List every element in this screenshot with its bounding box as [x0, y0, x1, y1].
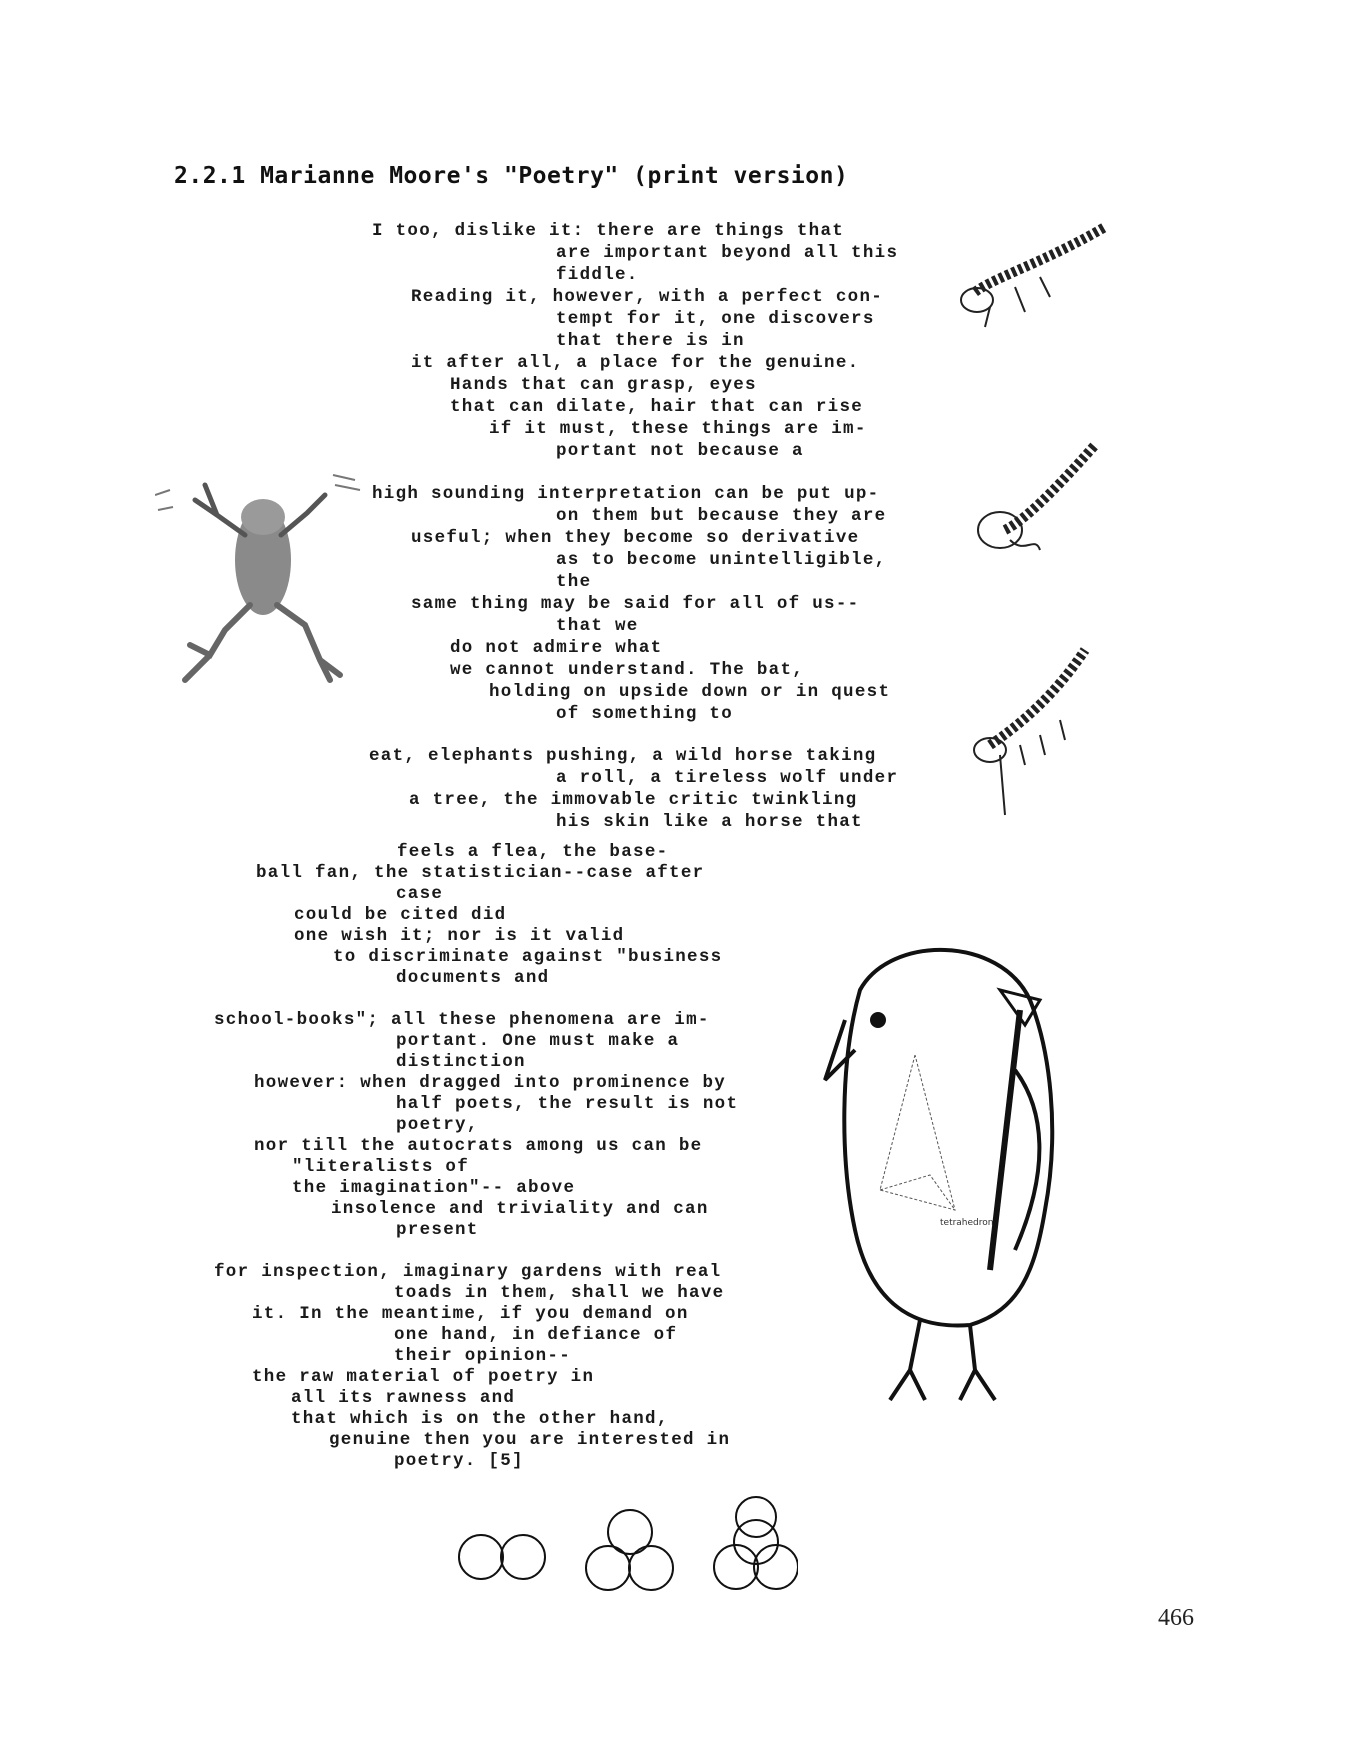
poem-line: the imagination"-- above [292, 1178, 576, 1198]
poem-line: case [396, 884, 444, 904]
poem-line: genuine then you are interested in [329, 1430, 731, 1450]
poem-line: half poets, the result is not [396, 1094, 739, 1114]
larva-illustration [955, 222, 1120, 332]
poem-line: it. In the meantime, if you demand on [252, 1304, 689, 1324]
poem-line: a tree, the immovable critic twinkling [409, 790, 858, 810]
poem-line: we cannot understand. The bat, [450, 660, 805, 680]
poem-line: that which is on the other hand, [291, 1409, 669, 1429]
poem-line: that can dilate, hair that can rise [450, 397, 864, 417]
poem-line: of something to [556, 704, 734, 724]
poem-line: are important beyond all this [556, 243, 899, 263]
poem-line: high sounding interpretation can be put up- [372, 484, 880, 504]
poem-line: one hand, in defiance of [394, 1325, 678, 1345]
poem-line: nor till the autocrats among us can be [254, 1136, 703, 1156]
poem-line: insolence and triviality and can [331, 1199, 709, 1219]
poem-line: it after all, a place for the genuine. [411, 353, 860, 373]
poem-line: a roll, a tireless wolf under [556, 768, 899, 788]
poem-line: tempt for it, one discovers [556, 309, 875, 329]
poem-line: distinction [396, 1052, 526, 1072]
poem-line: same thing may be said for all of us-- [411, 594, 860, 614]
poem-line: portant not because a [556, 441, 804, 461]
poem-line: the raw material of poetry in [252, 1367, 595, 1387]
poem-line: do not admire what [450, 638, 663, 658]
section-heading: 2.2.1 Marianne Moore's "Poetry" (print version) [174, 163, 849, 189]
poem-line: their opinion-- [394, 1346, 572, 1366]
poem-line: could be cited did [294, 905, 507, 925]
poem-line: useful; when they become so derivative [411, 528, 860, 548]
poem-line: "literalists of [292, 1157, 470, 1177]
poem-line: feels a flea, the base- [397, 842, 669, 862]
poem-line: that we [556, 616, 639, 636]
poem-line: if it must, these things are im- [489, 419, 867, 439]
larva-illustration [965, 645, 1115, 825]
bird-illustration [800, 930, 1140, 1410]
frog-illustration [155, 455, 370, 685]
poem-line: ball fan, the statistician--case after [256, 863, 705, 883]
poem-line: poetry. [5] [394, 1451, 524, 1471]
poem-line: to discriminate against "business [333, 947, 723, 967]
poem-line: on them but because they are [556, 506, 887, 526]
poem-line: Reading it, however, with a perfect con- [411, 287, 884, 307]
tetrahedron-label: tetrahedron [940, 1218, 994, 1228]
poem-line: poetry, [396, 1115, 479, 1135]
poem-line: his skin like a horse that [556, 812, 863, 832]
poem-line: portant. One must make a [396, 1031, 680, 1051]
poem-line: however: when dragged into prominence by [254, 1073, 727, 1093]
poem-line: as to become unintelligible, [556, 550, 887, 570]
poem-line: Hands that can grasp, eyes [450, 375, 757, 395]
poem-line: that there is in [556, 331, 745, 351]
poem-line: toads in them, shall we have [394, 1283, 725, 1303]
poem-line: the [556, 572, 592, 592]
larva-illustration [965, 440, 1115, 560]
poem-line: one wish it; nor is it valid [294, 926, 625, 946]
poem-line: eat, elephants pushing, a wild horse taking [369, 746, 877, 766]
poem-line: I too, dislike it: there are things that [372, 221, 845, 241]
poem-line: holding on upside down or in quest [489, 682, 891, 702]
poem-line: school-books"; all these phenomena are im- [214, 1010, 710, 1030]
poem-line: documents and [396, 968, 550, 988]
page-number: 466 [1158, 1605, 1194, 1631]
circle-diagrams [458, 1490, 798, 1600]
poem-line: all its rawness and [291, 1388, 516, 1408]
poem-line: for inspection, imaginary gardens with real [214, 1262, 722, 1282]
poem-line: fiddle. [556, 265, 639, 285]
poem-line: present [396, 1220, 479, 1240]
